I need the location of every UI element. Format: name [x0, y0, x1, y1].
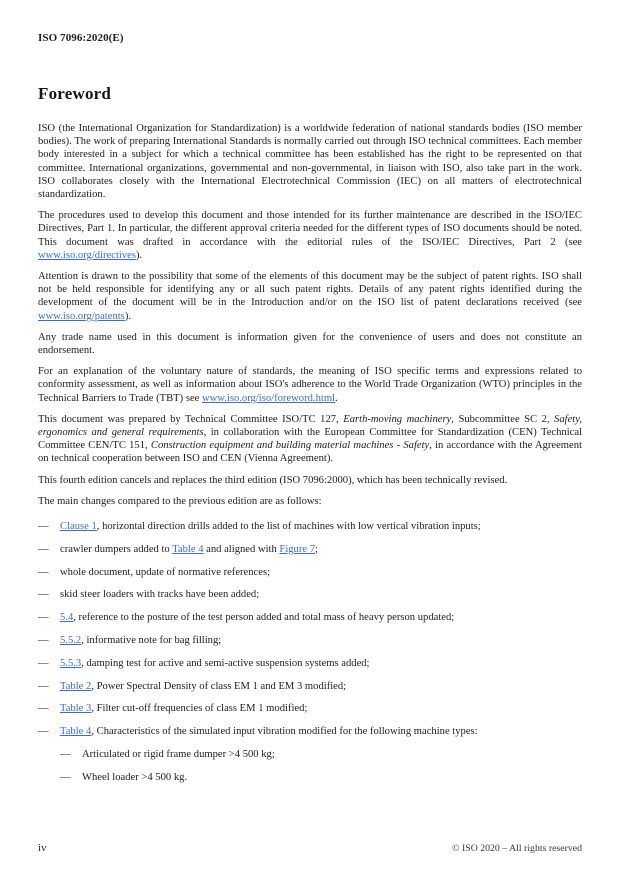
text-run: ).	[124, 310, 131, 322]
change-item-crawler-dumpers	[38, 543, 582, 556]
link-5-5-2[interactable]: 5.5.2	[60, 635, 82, 647]
link-5-4[interactable]: 5.4	[60, 612, 74, 624]
link-figure-7[interactable]: Figure 7	[279, 543, 316, 555]
change-item-5-4	[38, 611, 582, 624]
change-item-skid-steer	[38, 588, 582, 601]
change-item-table-2	[38, 680, 582, 693]
change-subitem-wheel-loader	[60, 771, 582, 784]
change-item-text	[60, 702, 582, 715]
paragraph-trade-name	[38, 331, 582, 357]
link-iso-patents[interactable]: www.iso.org/patents	[38, 310, 125, 322]
italic-text: Earth-moving machinery	[343, 413, 452, 425]
change-item-text	[60, 543, 582, 556]
paragraph-wto	[38, 365, 582, 405]
text-run: This fourth edition cancels and replaces the third edition (ISO 7096:2000), which has been technically revised.	[38, 474, 508, 486]
change-subitem-dumper	[60, 748, 582, 761]
dash-bullet: —	[38, 589, 49, 601]
text-run: , reference to the posture of the test person added and total mass of heavy person updated;	[73, 612, 455, 624]
change-item-text	[60, 520, 582, 533]
text-run: crawler dumpers added to	[60, 543, 173, 555]
change-item-text	[60, 611, 582, 624]
dash-bullet: —	[60, 771, 71, 783]
change-item-text	[60, 634, 582, 647]
link-iso-foreword[interactable]: www.iso.org/iso/foreword.html	[202, 392, 336, 404]
link-table-3[interactable]: Table 3	[60, 703, 92, 715]
paragraph-patent-rights	[38, 270, 582, 323]
text-run: , in collaboration with the European Committee for Standardization (CEN) Technical Committee CEN/TC 151,	[38, 427, 582, 452]
document-designation: ISO 7096:2020(E)	[38, 32, 124, 44]
text-run: Articulated or rigid frame dumper >4 500 kg;	[82, 749, 275, 761]
link-table-4[interactable]: Table 4	[172, 543, 204, 555]
text-run: , informative note for bag filling;	[81, 635, 222, 647]
link-table-2[interactable]: Table 2	[60, 680, 92, 692]
text-run: , Characteristics of the simulated input vibration modified for the following machine types:	[91, 726, 478, 738]
running-header	[38, 28, 582, 46]
section-title: Foreword	[38, 84, 112, 103]
dash-bullet: —	[38, 703, 49, 715]
dash-bullet: —	[38, 635, 49, 647]
text-run: Wheel loader >4 500 kg.	[82, 771, 188, 783]
text-run: This document was prepared by Technical Committee ISO/TC 127,	[38, 413, 344, 425]
change-item-5-5-3	[38, 657, 582, 670]
dash-bullet: —	[38, 543, 49, 555]
italic-text: Construction equipment and building material machines - Safety	[150, 440, 430, 452]
paragraph-committee	[38, 413, 582, 466]
dash-bullet: —	[38, 521, 49, 533]
text-run: ISO (the International Organization for Standardization) is a worldwide federation of national standards bodies (ISO member bodies). The work of preparing International Standards is normally carried out through ISO technical committees. Each member body interested in a subject for which a technical committee has been established has the right to be represented on that committee. International organizations, governmental and non-governmental, in liaison with ISO, also take part in the work. ISO collaborates closely with the International Electrotechnical Commission (IEC) on all matters of electrotechnical standardization.	[38, 123, 582, 201]
change-item-5-5-2	[38, 634, 582, 647]
text-run: The procedures used to develop this document and those intended for its further maintenance are described in the ISO/IEC Directives, Part 1. In particular, the different approval criteria needed for the different types of ISO documents should be noted. This document was drafted in accordance with the editorial rules of the ISO/IEC Directives, Part 2 (see	[38, 210, 582, 248]
dash-bullet: —	[38, 566, 49, 578]
change-item-text	[60, 725, 582, 738]
dash-bullet: —	[38, 680, 49, 692]
text-run: Any trade name used in this document is information given for the convenience of users and does not constitute an endorsement.	[38, 331, 582, 357]
paragraph-fourth-edition	[38, 474, 582, 487]
change-item-text	[60, 588, 582, 601]
link-5-5-3[interactable]: 5.5.3	[60, 657, 82, 669]
page-number: iv	[38, 842, 47, 854]
change-item-whole-document	[38, 566, 582, 579]
text-run: , horizontal direction drills added to the list of machines with low vertical vibration inputs;	[96, 521, 481, 533]
text-run: , Subcommittee SC 2,	[451, 413, 555, 425]
link-iso-directives[interactable]: www.iso.org/directives	[38, 249, 136, 261]
paragraph-iso-federation	[38, 122, 582, 201]
text-run: Attention is drawn to the possibility that some of the elements of this document may be the subject of patent rights. ISO shall not be held responsible for identifying any or all such patent rights. Details of any patent rights identified during the development of the document will be in the Introduction and/or on the ISO list of patent declarations received (see	[38, 271, 582, 309]
text-run: ;	[315, 543, 318, 555]
italic-text: Safety, ergonomics and general requirements	[38, 413, 582, 439]
text-run: , Power Spectral Density of class EM 1 and EM 3 modified;	[91, 680, 347, 692]
change-item-text	[60, 657, 582, 670]
text-run: whole document, update of normative references;	[60, 566, 271, 578]
text-run: and aligned with	[203, 543, 280, 555]
change-item-table-3	[38, 702, 582, 715]
text-run: , damping test for active and semi-active suspension systems added;	[81, 657, 370, 669]
change-item-clause-1	[38, 520, 582, 533]
change-item-table-4	[38, 725, 582, 738]
paragraph-main-changes	[38, 495, 582, 508]
text-run: , Filter cut-off frequencies of class EM 1 modified;	[91, 703, 308, 715]
text-run: .	[335, 392, 338, 404]
text-run: For an explanation of the voluntary nature of standards, the meaning of ISO specific terms and expressions related to conformity assessment, as well as information about ISO's adherence to the World Trade Organization (WTO) principles in the Technical Barriers to Trade (TBT) see	[38, 366, 582, 404]
change-item-text	[60, 566, 582, 579]
dash-bullet: —	[38, 657, 49, 669]
change-item-text	[60, 680, 582, 693]
dash-bullet: —	[60, 749, 71, 761]
link-table-4[interactable]: Table 4	[60, 726, 92, 738]
dash-bullet: —	[38, 726, 49, 738]
copyright-notice: © ISO 2020 – All rights reserved	[452, 843, 582, 854]
change-subitem-text	[82, 771, 582, 784]
dash-bullet: —	[38, 612, 49, 624]
text-run: ).	[135, 249, 143, 261]
paragraph-procedures	[38, 209, 582, 262]
link-clause-1[interactable]: Clause 1	[60, 521, 97, 533]
changes-list	[38, 520, 582, 794]
change-subitem-text	[82, 748, 582, 761]
text-run: The main changes compared to the previous edition are as follows:	[38, 495, 322, 507]
page-footer	[38, 842, 582, 854]
text-run: skid steer loaders with tracks have been added;	[60, 589, 260, 601]
text-run: , in accordance with the Agreement on technical cooperation between ISO and CEN (Vienna Agreement).	[38, 440, 582, 465]
